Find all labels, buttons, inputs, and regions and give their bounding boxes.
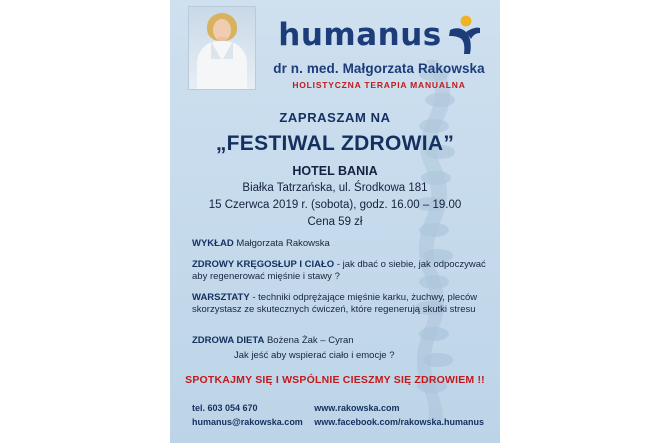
human-figure-icon — [446, 14, 480, 56]
brand-wordmark: humanus — [278, 16, 442, 53]
event-price: Cena 59 zł — [307, 216, 363, 228]
program-item — [192, 292, 488, 317]
program-list — [192, 238, 488, 371]
doctor-name: dr n. med. Małgorzata Rakowska — [273, 61, 485, 76]
program-item-text: Małgorzata Rakowska — [236, 238, 330, 249]
slogan: SPOTKAJMY SIĘ I WSPÓLNIE CIESZMY SIĘ ZDROWIEM !! — [185, 374, 485, 386]
program-item-text: - techniki odprężające mięśnie karku, żuchwy, pleców skorzystasz ze skutecznych ćwiczeń, które regenerują skutki stresu — [192, 291, 478, 316]
program-item-label: WYKŁAD — [192, 238, 234, 249]
program-item-text: - jak dbać o siebie, jak odpoczywać aby regenerować mięśnie i stawy ? — [192, 258, 486, 283]
poster — [170, 0, 500, 443]
footer-email[interactable]: humanus@rakowska.com — [192, 416, 303, 427]
diet-text: Bożena Żak – Cyran — [266, 334, 354, 346]
tagline: HOLISTYCZNA TERAPIA MANUALNA — [292, 80, 466, 90]
footer-facebook[interactable]: www.facebook.com/rakowska.humanus — [314, 416, 484, 427]
footer-website[interactable]: www.rakowska.com — [314, 403, 400, 413]
footer-phone: tel. 603 054 670 — [192, 403, 258, 413]
diet-subtext: Jak jeść aby wspierać ciało i emocje ? — [234, 350, 395, 362]
event-date: 15 Czerwca 2019 r. (sobota), godz. 16.00 – 19.00 — [208, 199, 462, 211]
program-item-diet — [192, 335, 488, 363]
program-item-label: WARSZTATY — [192, 291, 250, 303]
doctor-portrait-photo — [188, 6, 256, 90]
invite-text: ZAPRASZAM NA — [279, 110, 391, 125]
festival-title: „FESTIWAL ZDROWIA” — [215, 132, 455, 155]
venue-name: HOTEL BANIA — [292, 164, 378, 178]
venue-address: Białka Tatrzańska, ul. Środkowa 181 — [242, 182, 428, 194]
footer-contacts — [192, 402, 484, 429]
program-item — [192, 238, 488, 251]
diet-label: ZDROWA DIETA — [192, 334, 265, 346]
program-item — [192, 259, 488, 284]
logo-block — [266, 14, 492, 90]
program-item-label: ZDROWY KRĘGOSŁUP I CIAŁO — [192, 258, 335, 270]
